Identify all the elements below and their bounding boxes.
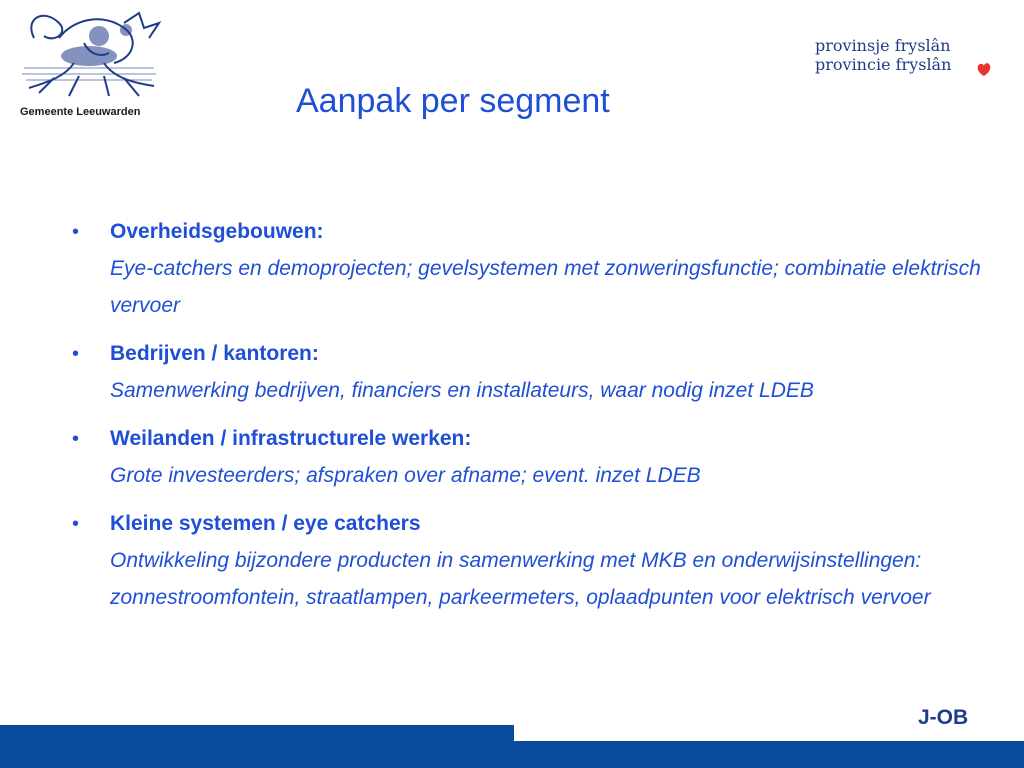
job-logo-text: J-OB — [918, 706, 969, 728]
list-item — [70, 336, 1000, 409]
item-heading: Kleine systemen / eye catchers — [110, 512, 421, 535]
list-item — [70, 421, 1000, 494]
item-description: Eye-catchers en demoprojecten; gevelsystemen met zonweringsfunctie; combinatie elektrisch vervoer — [110, 257, 981, 317]
item-heading: Overheidsgebouwen: — [110, 220, 324, 243]
gemeente-leeuwarden-logo — [14, 8, 164, 133]
item-description: Samenwerking bedrijven, financiers en installateurs, waar nodig inzet LDEB — [110, 379, 814, 402]
bullet-marker: • — [72, 343, 80, 365]
item-description: Ontwikkeling bijzondere producten in samenwerking met MKB en onderwijsinstellingen: zonnestroomfontein, straatlampen, parkeermeters, oplaadpunten voor elektrisch vervoer — [110, 549, 931, 609]
lion-crest-icon — [14, 8, 164, 104]
item-heading: Weilanden / infrastructurele werken: — [110, 427, 472, 450]
footer-bar — [0, 741, 1024, 768]
red-pompebled-icon — [975, 60, 993, 78]
bullet-marker: • — [72, 221, 80, 243]
job-logo — [918, 704, 1000, 728]
bullet-marker: • — [72, 428, 80, 450]
provinsje-fryslan-logo — [815, 36, 1000, 84]
province-name-frisian: provinsje fryslân — [815, 36, 951, 55]
list-item — [70, 506, 1000, 616]
bullet-list — [70, 214, 1000, 628]
item-heading: Bedrijven / kantoren: — [110, 342, 319, 365]
gemeente-leeuwarden-label: Gemeente Leeuwarden — [20, 106, 141, 118]
slide-title: Aanpak per segment — [296, 82, 610, 120]
list-item — [70, 214, 1000, 324]
item-description: Grote investeerders; afspraken over afname; event. inzet LDEB — [110, 464, 701, 487]
bullet-marker: • — [72, 513, 80, 535]
province-name-dutch: provincie fryslân — [815, 55, 952, 74]
